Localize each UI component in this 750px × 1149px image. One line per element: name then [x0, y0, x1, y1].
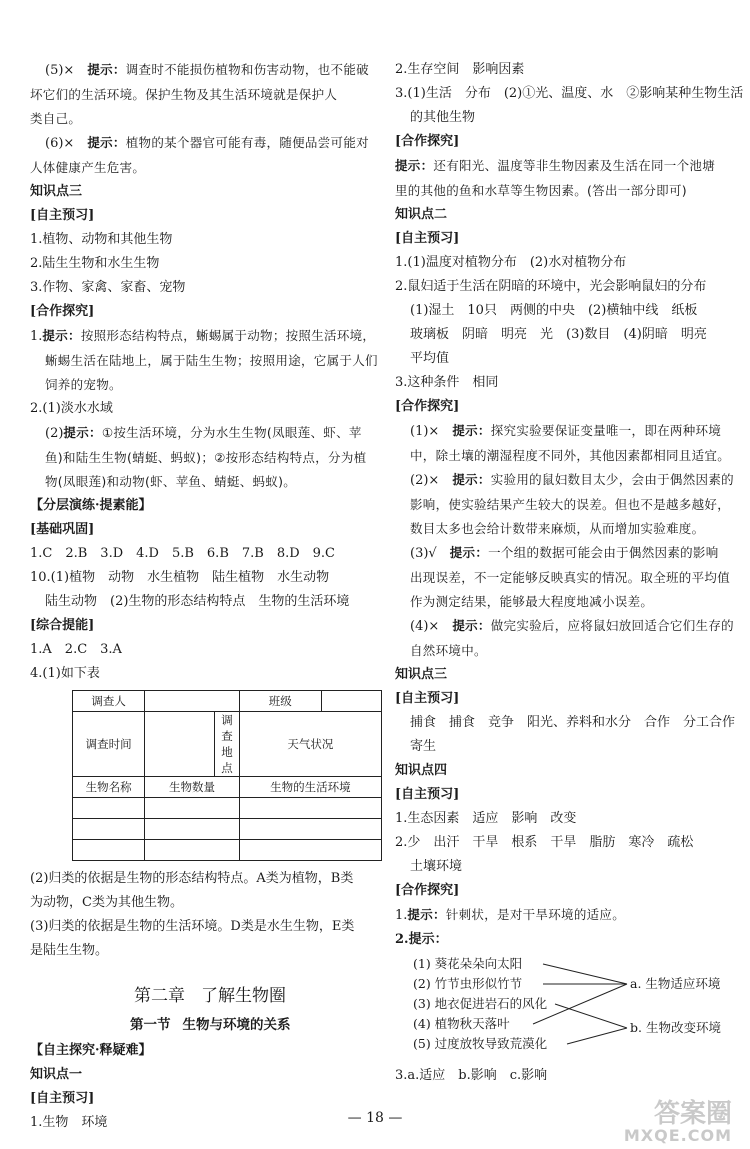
table-cell: 调查人 [73, 691, 145, 712]
table-row [73, 819, 382, 840]
answer-line: 蜥蜴生活在陆地上，属于陆生生物；按照用途，它属于人们 [45, 353, 378, 368]
diagram-item: (2) 竹节虫形似竹节 [413, 976, 523, 991]
answer-line: 的其他生物 [410, 110, 476, 125]
table-cell [145, 691, 240, 712]
answer-line: 3.(1)生活 分布 (2)①光、温度、水 ②影响某种生物生活 [395, 86, 744, 101]
answer-line: 是陆生生物。 [30, 943, 109, 958]
answer-line: 1.生态因素 适应 影响 改变 [395, 811, 577, 826]
answer-line: 出现误差，不一定能够反映真实的情况。取全班的平均值 [410, 570, 731, 585]
table-cell: 调查时间 [73, 712, 145, 777]
table-cell [321, 691, 381, 712]
subsection-heading: [综合提能] [30, 618, 95, 633]
answer-line: 2.陆生生物和水生生物 [30, 256, 160, 271]
answer-line: 中，除土壤的潮湿程度不同外，其他因素都相同且适宜。 [410, 448, 731, 463]
answer-line: (5)× 提示：调查时不能损伤植物和伤害动物，也不能破 [45, 62, 369, 78]
left-column [30, 58, 382, 1135]
answer-line: 2.生存空间 影响因素 [395, 62, 525, 77]
table-row [73, 798, 382, 819]
answer-line: 2.鼠妇适于生活在阴暗的环境中，光会影响鼠妇的分布 [395, 279, 707, 294]
answer-line: 2.(1)淡水水域 [30, 401, 113, 416]
table-cell [145, 712, 215, 777]
subsection-heading: [合作探究] [395, 883, 460, 898]
table-row [73, 777, 382, 798]
table-cell: 生物的生活环境 [239, 777, 381, 798]
answer-line: 物(凤眼莲)和动物(虾、苹鱼、蜻蜓、蚂蚁)。 [45, 474, 297, 489]
diagram-item: (1) 葵花朵朵向太阳 [413, 956, 523, 971]
section-heading: 【自主探究·释疑难】 [30, 1043, 152, 1058]
answer-line: 作为测定结果，能够最大程度地减小误差。 [410, 594, 654, 609]
answer-line: (1)湿土 10只 两侧的中央 (2)横轴中线 纸板 [410, 303, 698, 318]
answer-line: 人体健康产生危害。 [30, 160, 146, 175]
subsection-heading: [基础巩固] [30, 522, 95, 537]
answer-line: 1.(1)温度对植物分布 (2)水对植物分布 [395, 255, 627, 270]
answer-line: (3)归类的依据是生物的生活环境。D类是水生生物，E类 [30, 919, 355, 934]
table-row [73, 840, 382, 861]
subsection-heading: [自主预习] [395, 787, 460, 802]
answer-line: 类自己。 [30, 111, 82, 126]
answer-line: 1.提示：按照形态结构特点，蜥蜴属于动物；按照生活环境， [30, 328, 376, 344]
table-row [73, 712, 382, 777]
answer-line: (2)× 提示：实验用的鼠妇数目太少，会由于偶然因素的 [410, 472, 734, 488]
section-heading: 【分层演练·提素能】 [30, 498, 152, 513]
answer-line: 3.这种条件 相同 [395, 375, 499, 390]
answer-line: 数目太多也会给计数带来麻烦，从而增加实验难度。 [410, 521, 705, 536]
table-row [73, 691, 382, 712]
diagram-item: (5) 过度放牧导致荒漠化 [413, 1036, 548, 1051]
answer-line: 1.提示：针刺状，是对干旱环境的适应。 [395, 907, 626, 923]
knowledge-point-heading: 知识点三 [30, 184, 83, 199]
matching-diagram [395, 954, 725, 1064]
answer-line: 2.提示： [395, 932, 448, 947]
answer-line: 提示：还有阳光、温度等非生物因素及生活在同一个池塘 [395, 158, 716, 173]
answer-line: 饲养的宠物。 [45, 377, 122, 392]
subsection-heading: [自主预习] [30, 1091, 95, 1106]
answer-line: 陆生动物 (2)生物的形态结构特点 生物的生活环境 [45, 594, 350, 609]
answer-line: (3)√ 提示：一个组的数据可能会由于偶然因素的影响 [410, 545, 719, 561]
table-cell: 班级 [239, 691, 321, 712]
subsection-heading: [自主预习] [30, 208, 95, 223]
right-column [395, 58, 744, 1088]
answer-line: 1.C 2.B 3.D 4.D 5.B 6.B 7.B 8.D 9.C [30, 546, 336, 561]
answer-line: 土壤环境 [410, 859, 463, 874]
answer-line: 坏它们的生活环境。保护生物及其生活环境就是保护人 [30, 87, 338, 102]
answer-line: 影响，使实验结果产生较大的误差。但也不是越多越好， [410, 497, 731, 512]
answer-line: 1.生物 环境 [30, 1115, 108, 1130]
chapter-title: 第二章 了解生物圈 [134, 986, 286, 1006]
answer-line: 捕食 捕食 竞争 阳光、养料和水分 合作 分工合作 [410, 715, 736, 730]
table-cell: 天气状况 [239, 712, 381, 777]
answer-line: (2)提示：①按生活环境，分为水生生物(凤眼莲、虾、苹 [45, 425, 362, 441]
answer-line: 1.A 2.C 3.A [30, 642, 122, 657]
answer-line: 自然环境中。 [410, 643, 487, 658]
section-title: 第一节 生物与环境的关系 [130, 1017, 291, 1033]
knowledge-point-heading: 知识点一 [30, 1067, 83, 1082]
subsection-heading: [合作探究] [395, 134, 460, 149]
survey-table [72, 690, 382, 861]
answer-line: 寄生 [410, 739, 437, 754]
knowledge-point-heading: 知识点四 [395, 763, 448, 778]
answer-line: (2)归类的依据是生物的形态结构特点。A类为植物，B类 [30, 871, 354, 886]
answer-line: 1.植物、动物和其他生物 [30, 232, 173, 247]
subsection-heading: [合作探究] [395, 399, 460, 414]
subsection-heading: [自主预习] [395, 691, 460, 706]
answer-line: (6)× 提示：植物的某个器官可能有毒，随便品尝可能对 [45, 135, 369, 151]
diagram-item: (4) 植物秋天落叶 [413, 1016, 510, 1031]
answer-line: 玻璃板 阴暗 明亮 光 (3)数目 (4)阴暗 明亮 [410, 327, 707, 342]
answer-line: 3.a.适应 b.影响 c.影响 [395, 1068, 548, 1083]
table-cell: 生物数量 [145, 777, 240, 798]
answer-line: (1)× 提示：探究实验要保证变量唯一，即在两种环境 [410, 423, 722, 439]
answer-line: 4.(1)如下表 [30, 666, 100, 681]
answer-line: 3.作物、家禽、家畜、宠物 [30, 280, 186, 295]
answer-line: (4)× 提示：做完实验后，应将鼠妇放回适合它们生存的 [410, 618, 734, 634]
table-cell: 生物名称 [73, 777, 145, 798]
table-cell: 调查地点 [215, 712, 240, 777]
watermark-logo: 答案圈 MXQE.COM [623, 1099, 732, 1145]
diagram-item: (3) 地衣促进岩石的风化 [413, 996, 548, 1011]
diagram-category: b. 生物改变环境 [630, 1020, 721, 1035]
answer-line: 10.(1)植物 动物 水生植物 陆生植物 水生动物 [30, 570, 330, 585]
answer-line: 平均值 [410, 351, 450, 366]
answer-line: 2.少 出汗 干旱 根系 干旱 脂肪 寒冷 疏松 [395, 835, 694, 850]
answer-line: 鱼)和陆生生物(蜻蜓、蚂蚁)；②按形态结构特点，分为植 [45, 450, 367, 465]
answer-line: 为动物，C类为其他生物。 [30, 895, 183, 910]
answer-line: 里的其他的鱼和水草等生物因素。(答出一部分即可) [395, 183, 687, 198]
knowledge-point-heading: 知识点二 [395, 207, 448, 222]
subsection-heading: [合作探究] [30, 304, 95, 319]
knowledge-point-heading: 知识点三 [395, 667, 448, 682]
page-number: — 18 — [347, 1110, 403, 1126]
subsection-heading: [自主预习] [395, 231, 460, 246]
diagram-category: a. 生物适应环境 [630, 976, 721, 991]
